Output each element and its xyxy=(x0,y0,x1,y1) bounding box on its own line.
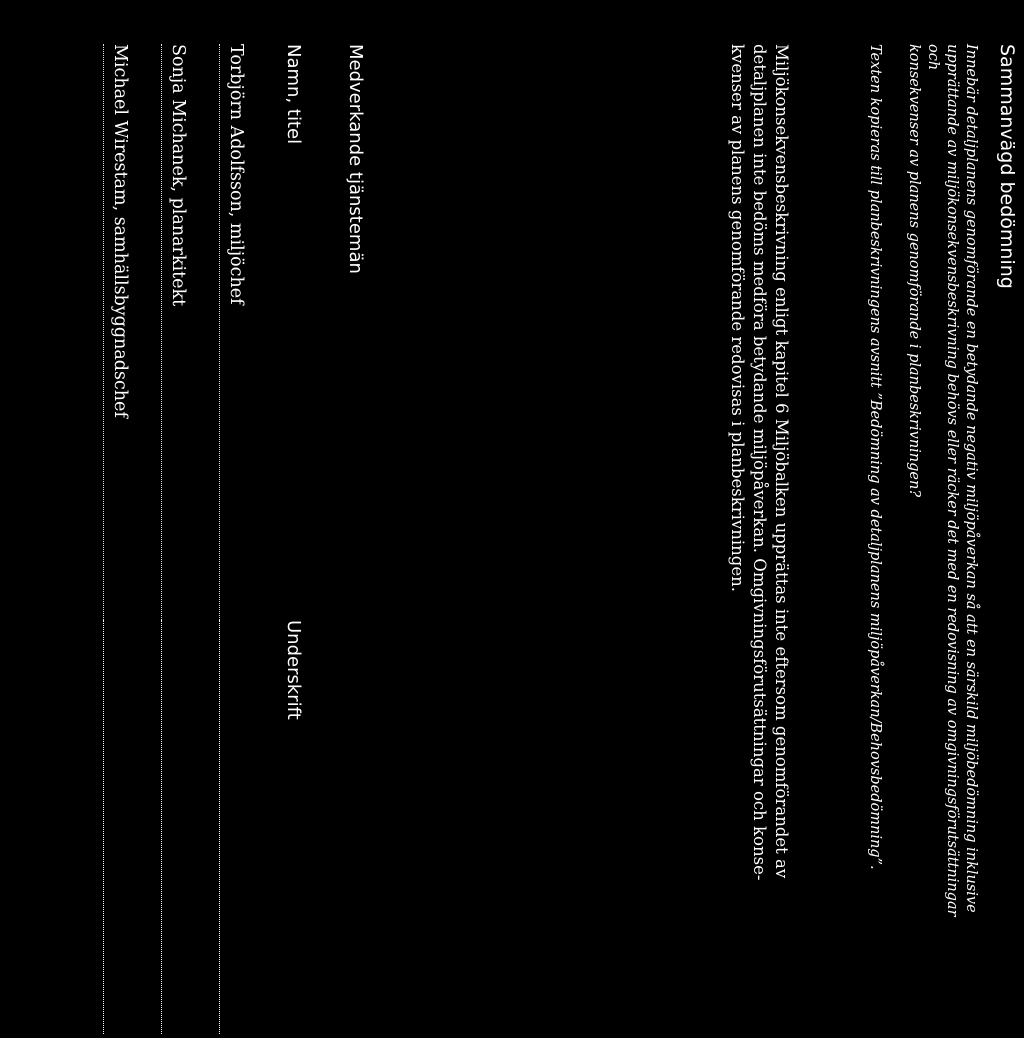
official-name: Sonja Michanek, planarkitekt xyxy=(168,44,188,307)
officials-heading: Medverkande tjänstemän xyxy=(345,44,366,274)
assessment-answer: Miljökonsekvensbeskrivning enligt kapitel 6 Miljöbalken upprättas inte eftersom genomförandet av detaljplanen inte bedöms medföra betydande miljöpåverkan. Omgivningsförutsättningar och konse- kvenser av planens genomförande redovisas i planbeskrivningen. xyxy=(728,44,791,881)
signature-line xyxy=(103,620,104,1034)
column-header-name: Namn, titel xyxy=(283,44,304,145)
signature-row xyxy=(219,44,248,1034)
signature-line xyxy=(219,620,220,1034)
official-name: Michael Wirestam, samhällsbyggnadschef xyxy=(110,44,130,418)
signature-row xyxy=(161,44,190,1034)
column-header-signature: Underskrift xyxy=(283,620,304,720)
copy-instruction: Texten kopieras till planbeskrivningens avsnitt ”Bedömning av detaljplanens miljöpåverkan/Behovsbedömning”. xyxy=(867,44,883,870)
section-heading: Sammanvägd bedömning xyxy=(996,44,1018,289)
signature-row xyxy=(103,44,132,1034)
official-name: Torbjörn Adolfsson, miljöchef xyxy=(226,44,246,305)
assessment-question: Innebär detaljplanens genomförande en betydande negativ miljöpåverkan så att en särskild miljöbedömning inklusive upprättande av miljökonsekvensbeskrivning behövs eller räcker det med en redovisning av omgivningsförutsättningar och konsekvenser av planens genomförande i planbeskrivningen? xyxy=(906,44,979,917)
signature-line xyxy=(161,620,162,1034)
